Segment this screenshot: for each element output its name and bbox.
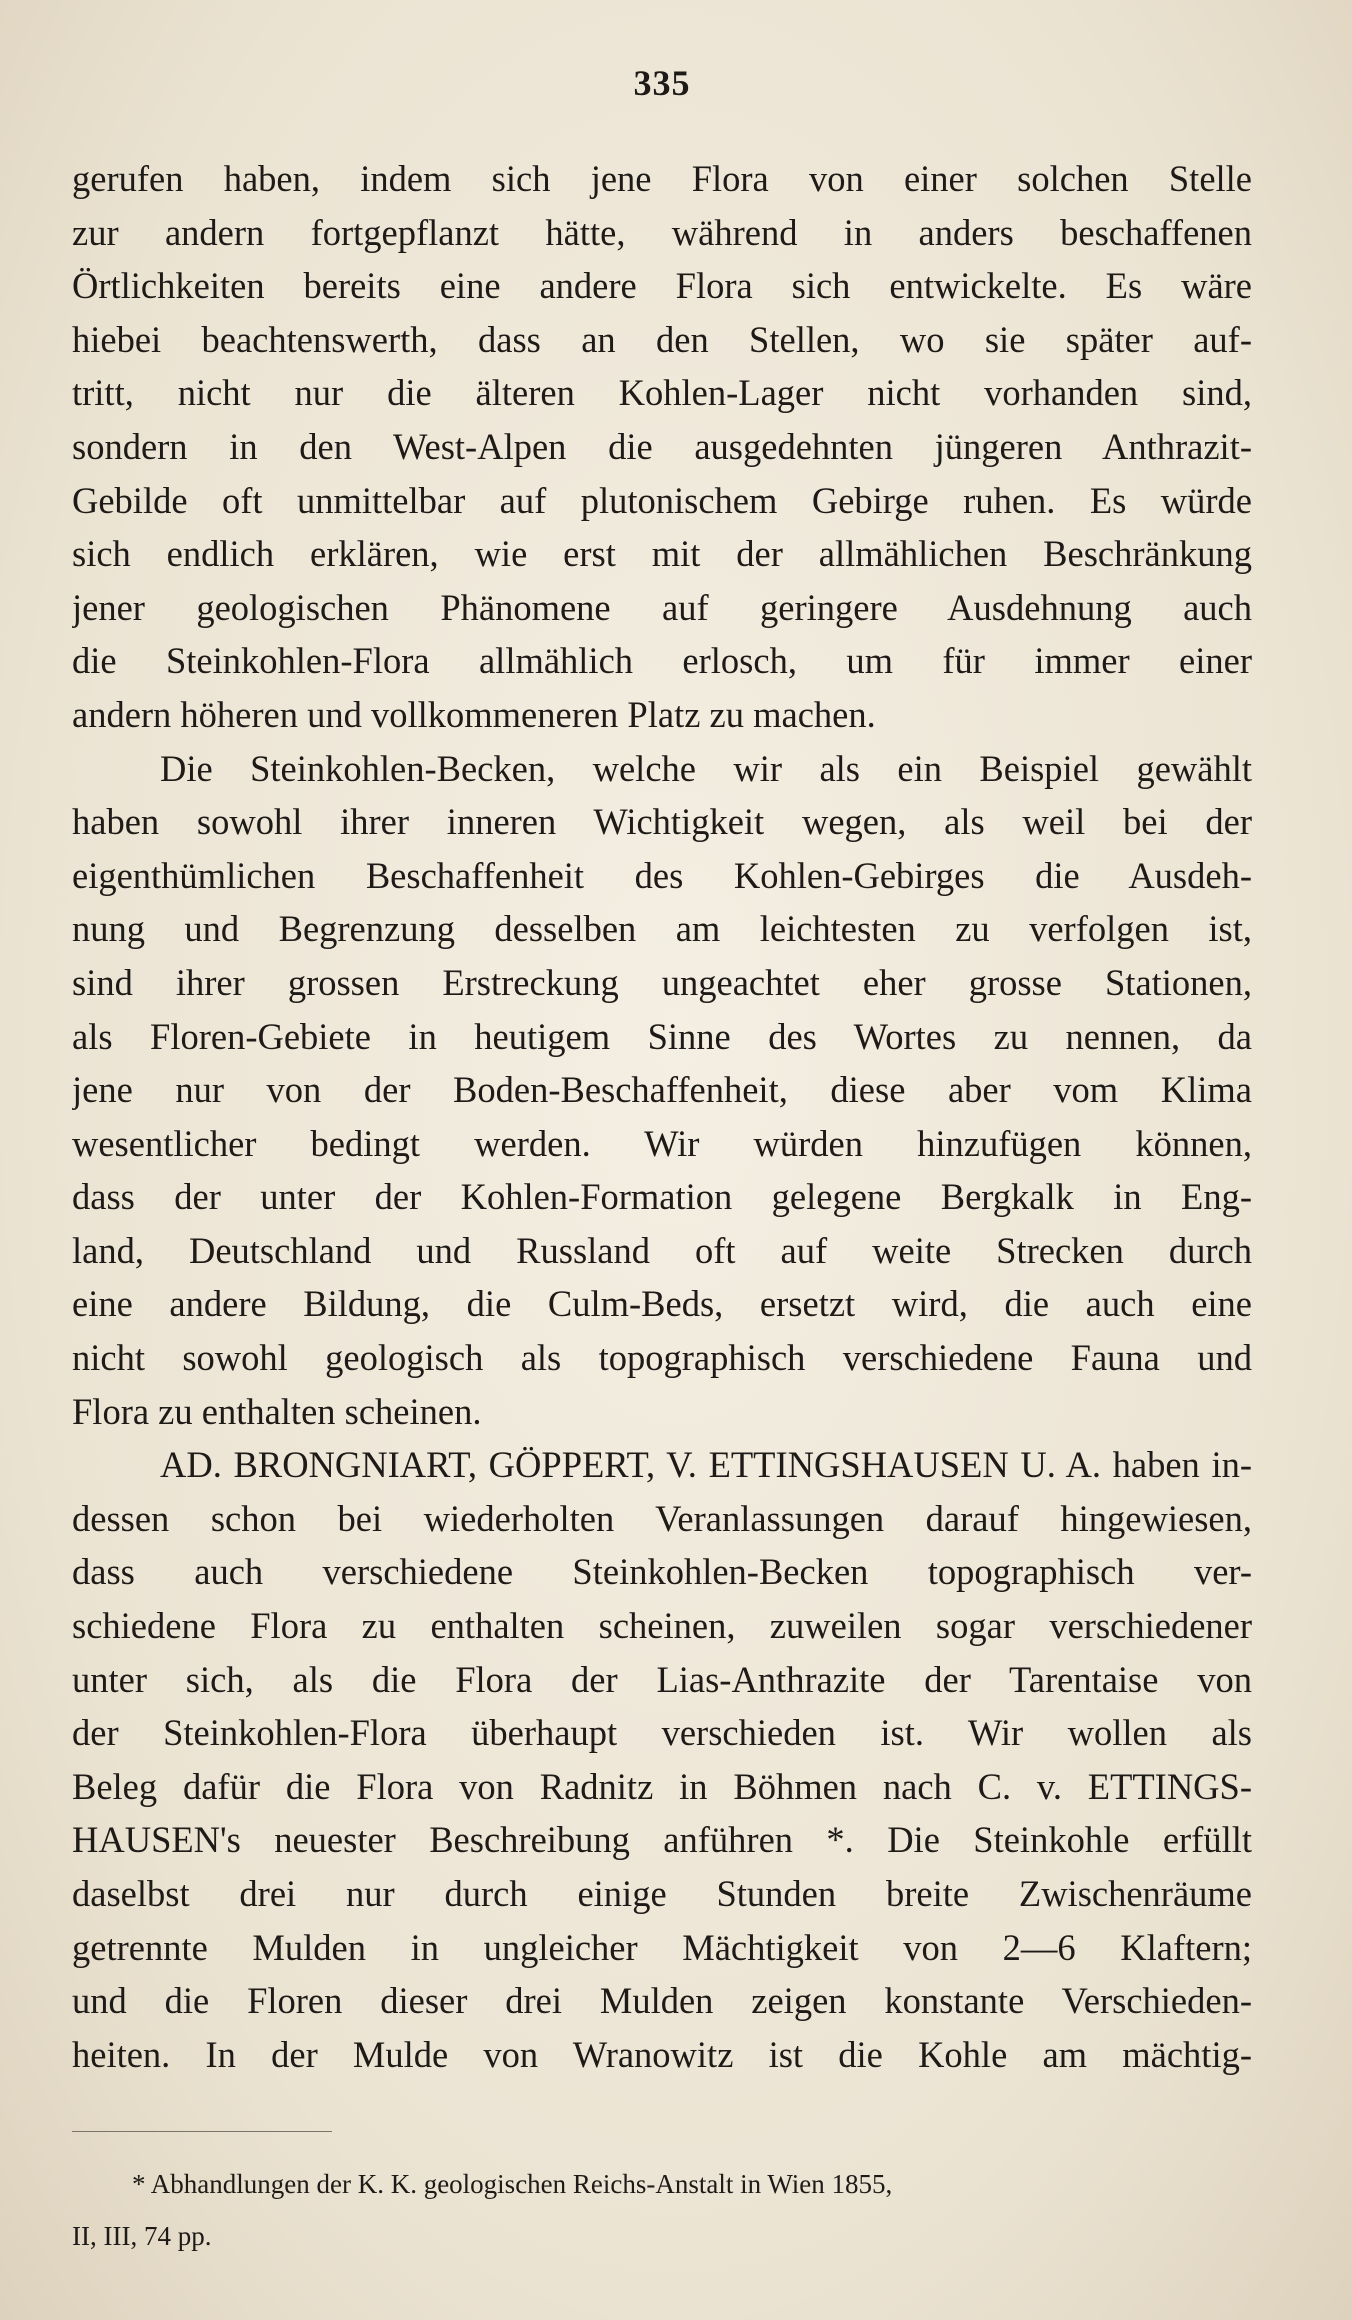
footnote-line: II, III, 74 pp. [72,2221,212,2252]
text-line: eine andere Bildung, die Culm-Beds, ersetzt wird, die auch eine [72,1283,1252,1325]
text-line: unter sich, als die Flora der Lias-Anthrazite der Tarentaise von [72,1658,1252,1700]
text-line: sich endlich erklären, wie erst mit der allmählichen Beschränkung [72,533,1252,575]
text-line: sondern in den West-Alpen die ausgedehnten jüngeren Anthrazit- [72,425,1252,467]
footnote-line: * Abhandlungen der K. K. geologischen Reichs-Anstalt in Wien 1855, [132,2169,893,2200]
text-line: dass auch verschiedene Steinkohlen-Becken topographisch ver- [72,1551,1252,1593]
text-line: Flora zu enthalten scheinen. [72,1390,482,1432]
text-line: als Floren-Gebiete in heutigem Sinne des Wortes zu nennen, da [72,1015,1252,1057]
paragraph-2 [72,742,1252,1439]
text-line: Die Steinkohlen-Becken, welche wir als ein Beispiel gewählt [160,747,1252,789]
text-line: Beleg dafür die Flora von Radnitz in Böhmen nach C. v. ETTINGS- [72,1765,1252,1807]
text-line: wesentlicher bedingt werden. Wir würden hinzufügen können, [72,1122,1252,1164]
text-line: dass der unter der Kohlen-Formation gelegene Bergkalk in Eng- [72,1176,1252,1218]
text-line: nung und Begrenzung desselben am leichtesten zu verfolgen ist, [72,908,1252,950]
text-line: gerufen haben, indem sich jene Flora von einer solchen Stelle [72,158,1252,199]
text-line: sind ihrer grossen Erstreckung ungeachtet eher grosse Stationen, [72,961,1252,1003]
text-line: heiten. In der Mulde von Wranowitz ist die Kohle am mächtig- [72,2033,1252,2075]
text-line: andern höheren und vollkommeneren Platz zu machen. [72,693,876,735]
text-line: haben sowohl ihrer inneren Wichtigkeit wegen, als weil bei der [72,801,1252,843]
footnote-divider [72,2131,332,2132]
text-line: und die Floren dieser drei Mulden zeigen konstante Verschieden- [72,1980,1252,2022]
text-line: der Steinkohlen-Flora überhaupt verschieden ist. Wir wollen als [72,1712,1252,1754]
text-line: jene nur von der Boden-Beschaffenheit, diese aber vom Klima [72,1069,1252,1111]
paragraph-3 [72,1438,1252,2081]
text-line: schiedene Flora zu enthalten scheinen, zuweilen sogar verschiedener [72,1605,1252,1647]
text-line: AD. BRONGNIART, GÖPPERT, V. ETTINGSHAUSEN U. A. haben in- [160,1444,1252,1486]
footnote [72,2158,1252,2262]
paragraph-1 [72,152,1252,742]
text-line: Örtlichkeiten bereits eine andere Flora sich entwickelte. Es wäre [72,265,1252,307]
text-line: HAUSEN's neuester Beschreibung anführen *. Die Steinkohle erfüllt [72,1819,1252,1861]
text-line: zur andern fortgepflanzt hätte, während in anders beschaffenen [72,211,1252,253]
text-line: Gebilde oft unmittelbar auf plutonischem Gebirge ruhen. Es würde [72,479,1252,521]
text-line: nicht sowohl geologisch als topographisch verschiedene Fauna und [72,1337,1252,1379]
text-line: die Steinkohlen-Flora allmählich erlosch, um für immer einer [72,640,1252,682]
text-line: daselbst drei nur durch einige Stunden breite Zwischenräume [72,1873,1252,1914]
text-line: dessen schon bei wiederholten Veranlassungen darauf hingewiesen, [72,1497,1252,1539]
text-line: hiebei beachtenswerth, dass an den Stellen, wo sie später auf- [72,318,1252,360]
text-line: land, Deutschland und Russland oft auf weite Strecken durch [72,1229,1252,1271]
text-line: jener geologischen Phänomene auf geringere Ausdehnung auch [72,586,1252,628]
page-number: 335 [633,63,691,103]
text-line: tritt, nicht nur die älteren Kohlen-Lager nicht vorhanden sind, [72,372,1252,414]
text-line: eigenthümlichen Beschaffenheit des Kohlen-Gebirges die Ausdeh- [72,854,1252,896]
text-line: getrennte Mulden in ungleicher Mächtigkeit von 2—6 Klaftern; [72,1926,1252,1968]
